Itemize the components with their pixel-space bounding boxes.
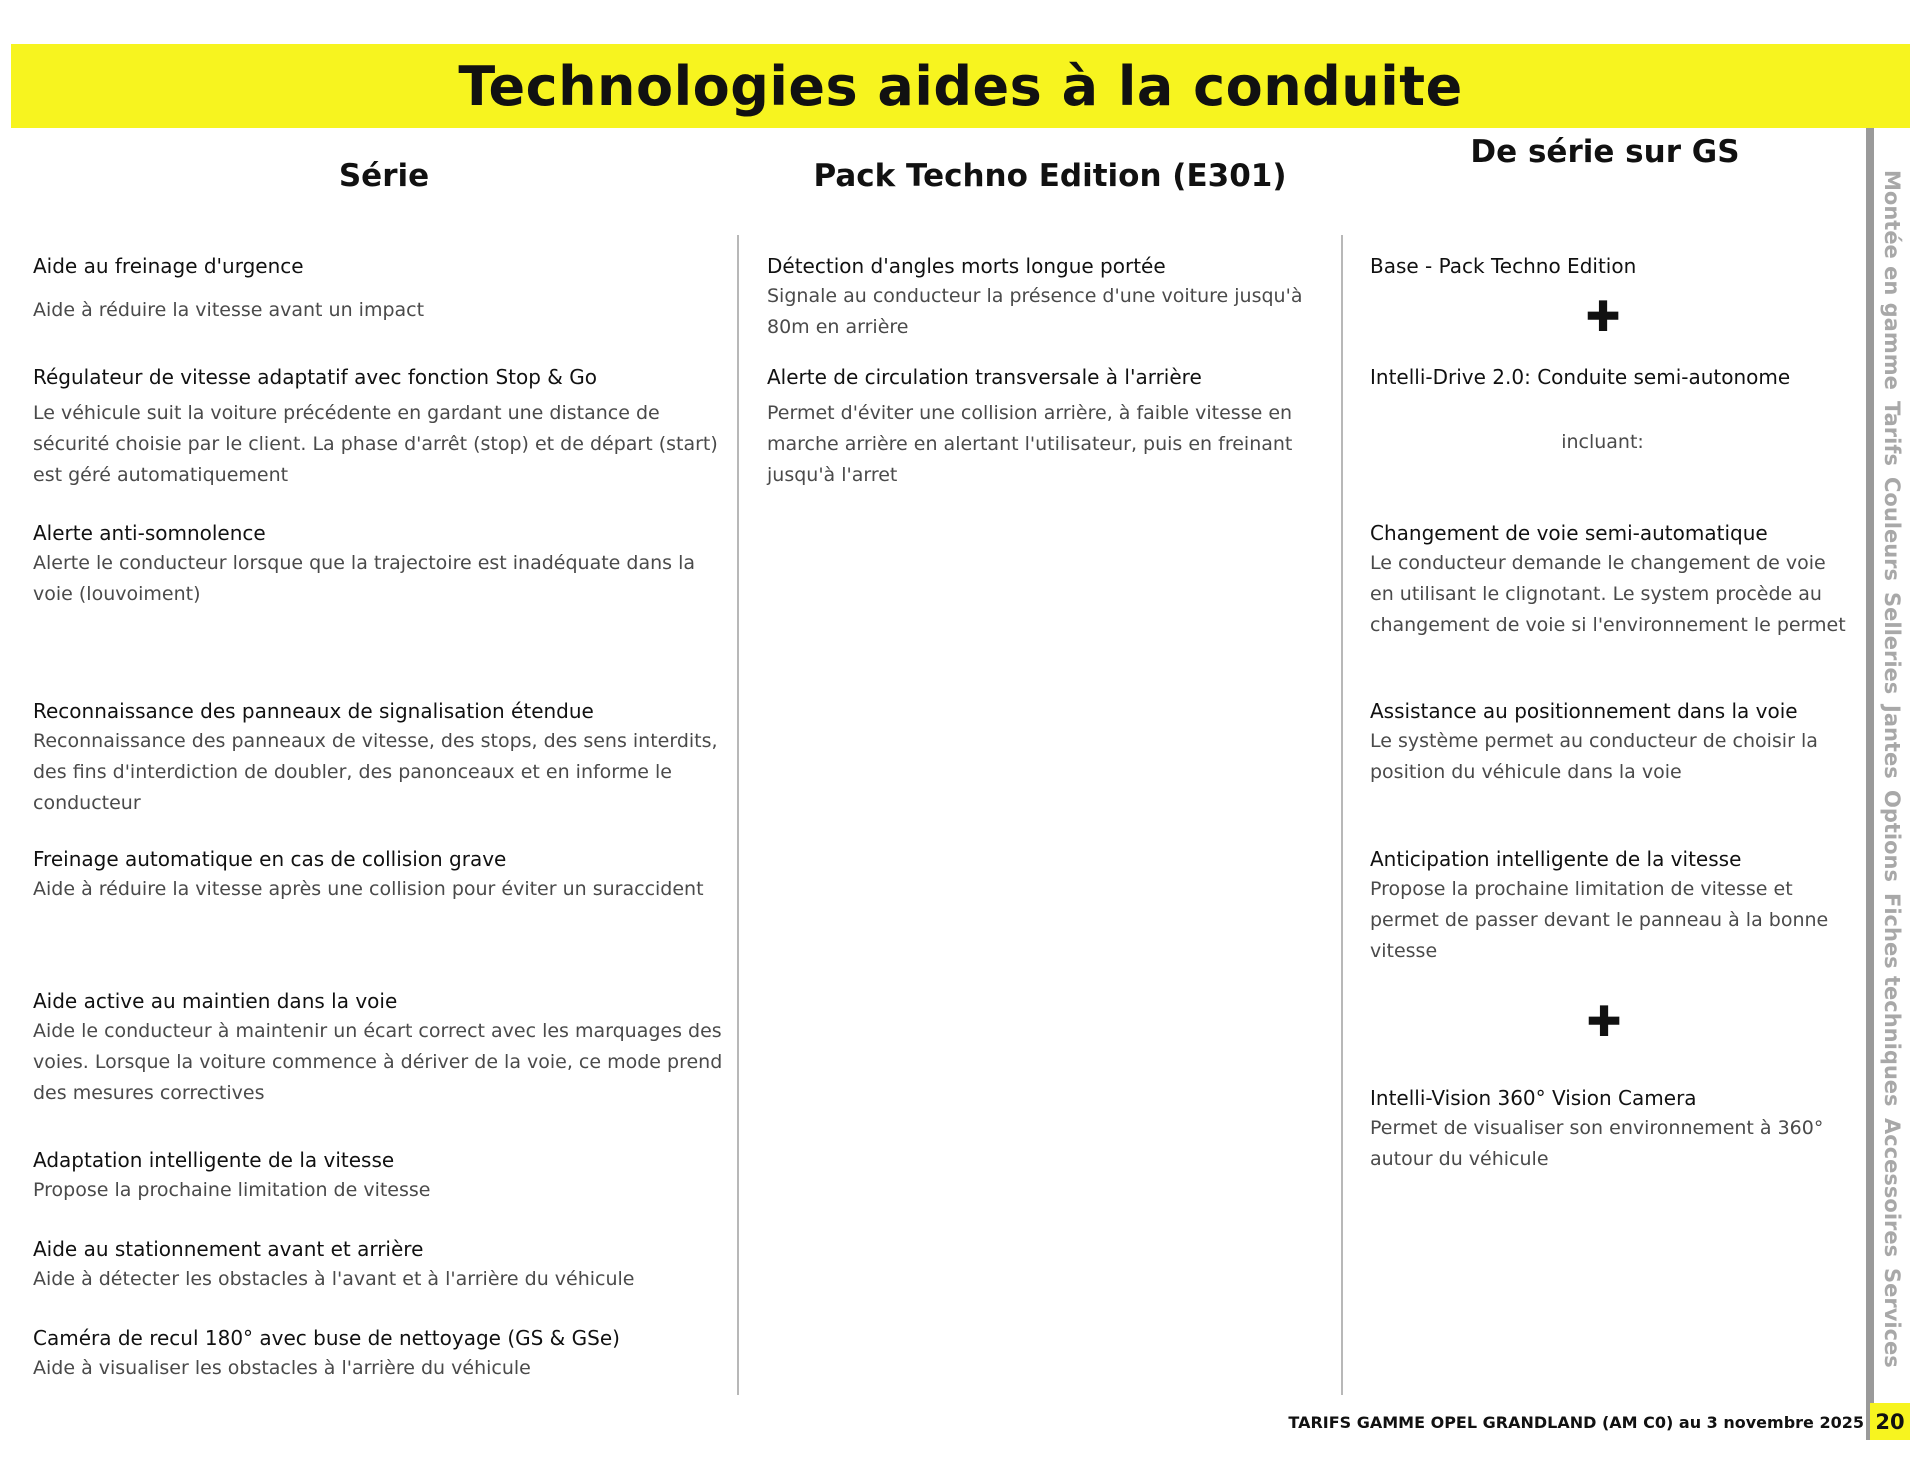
gs-intelli-drive: [1370, 364, 1850, 390]
gs-item: [1370, 1085, 1850, 1175]
item-description: Aide le conducteur à maintenir un écart correct avec les marquages des voies. Lorsque la voiture commence à dériver de la voie, ce mode prend des mesures correctives: [33, 1020, 723, 1104]
nav-tab-tarifs[interactable]: Tarifs: [1880, 400, 1904, 466]
heading-pack-techno: Pack Techno Edition (E301): [813, 158, 1287, 194]
item-title: Aide au stationnement avant et arrière: [33, 1237, 424, 1261]
item-description: Le véhicule suit la voiture précédente en gardant une distance de sécurité choisie par le client. La phase d'arrêt (stop) et de départ (start) est géré automatiquement: [33, 402, 718, 486]
item-description: Permet de visualiser son environnement à 360° autour du véhicule: [1370, 1117, 1824, 1170]
serie-item: [33, 698, 733, 819]
item-description: Propose la prochaine limitation de vitesse et permet de passer devant le panneau à la bonne vitesse: [1370, 878, 1829, 962]
gs-base: [1370, 253, 1850, 279]
nav-tab-selleries[interactable]: Selleries: [1880, 592, 1904, 695]
intelli-drive-label: Intelli-Drive 2.0: Conduite semi-autonome: [1370, 365, 1791, 389]
item-title: Assistance au positionnement dans la voie: [1370, 699, 1798, 723]
heading-serie: Série: [338, 158, 430, 194]
item-title: Adaptation intelligente de la vitesse: [33, 1148, 395, 1172]
plus-icon: ✚: [1586, 997, 1622, 1046]
item-title: Reconnaissance des panneaux de signalisation étendue: [33, 699, 594, 723]
item-description: Reconnaissance des panneaux de vitesse, des stops, des sens interdits, des fins d'interdiction de doubler, des panonceaux et en informe le conducteur: [33, 730, 718, 814]
item-title: Changement de voie semi-automatique: [1370, 521, 1768, 545]
serie-item: [33, 253, 733, 326]
nav-tab-options[interactable]: Options: [1880, 790, 1904, 883]
nav-tab-accessoires[interactable]: Accessoires: [1880, 1117, 1904, 1258]
serie-item: [33, 1325, 733, 1384]
item-title: Caméra de recul 180° avec buse de nettoyage (GS & GSe): [33, 1326, 620, 1350]
plus-icon: ✚: [1585, 292, 1621, 341]
nav-tab-jantes[interactable]: Jantes: [1880, 705, 1904, 780]
serie-item: [33, 846, 733, 905]
item-title: Détection d'angles morts longue portée: [767, 254, 1166, 278]
item-title: Freinage automatique en cas de collision grave: [33, 847, 507, 871]
serie-item: [33, 988, 738, 1109]
column-divider: [737, 235, 739, 1395]
nav-tab-couleurs[interactable]: Couleurs: [1880, 476, 1904, 581]
pack-item: [767, 364, 1327, 491]
serie-item: [33, 364, 733, 491]
item-description: Propose la prochaine limitation de vitesse: [33, 1179, 431, 1201]
gs-base-label: Base - Pack Techno Edition: [1370, 254, 1637, 278]
nav-tab-fiches-techniques[interactable]: Fiches techniques: [1880, 893, 1904, 1107]
serie-item: [33, 1236, 733, 1295]
item-title: Aide au freinage d'urgence: [33, 254, 304, 278]
nav-tab-services[interactable]: Services: [1880, 1268, 1904, 1368]
column-divider: [1341, 235, 1343, 1395]
serie-item: [33, 520, 733, 610]
item-description: Le système permet au conducteur de choisir la position du véhicule dans la voie: [1370, 730, 1818, 783]
footer-text: TARIFS GAMME OPEL GRANDLAND (AM C0) au 3 novembre 2025: [1288, 1413, 1864, 1432]
item-description: Signale au conducteur la présence d'une voiture jusqu'à 80m en arrière: [767, 285, 1303, 338]
gs-item: [1370, 520, 1850, 641]
item-description: Aide à réduire la vitesse avant un impact: [33, 299, 425, 321]
page-number: 20: [1870, 1403, 1910, 1440]
item-title: Régulateur de vitesse adaptatif avec fonction Stop & Go: [33, 365, 597, 389]
item-description: Aide à réduire la vitesse après une collision pour éviter un suraccident: [33, 878, 704, 900]
title-banner: [11, 44, 1910, 128]
item-description: Aide à détecter les obstacles à l'avant et à l'arrière du véhicule: [33, 1268, 635, 1290]
item-title: Anticipation intelligente de la vitesse: [1370, 847, 1742, 871]
item-title: Alerte de circulation transversale à l'arrière: [767, 365, 1202, 389]
item-title: Aide active au maintien dans la voie: [33, 989, 398, 1013]
nav-tab-montee-en-gamme[interactable]: Montée en gamme: [1880, 170, 1904, 390]
item-title: Alerte anti-somnolence: [33, 521, 266, 545]
item-title: Intelli-Vision 360° Vision Camera: [1370, 1086, 1697, 1110]
serie-item: [33, 1147, 733, 1206]
item-description: Aide à visualiser les obstacles à l'arrière du véhicule: [33, 1357, 531, 1379]
item-description: Le conducteur demande le changement de voie en utilisant le clignotant. Le system procède au changement de voie si l'environnement le permet: [1370, 552, 1846, 636]
gs-item: [1370, 846, 1850, 967]
heading-serie-gs: De série sur GS: [1470, 134, 1740, 170]
side-nav: [1872, 128, 1912, 1368]
gs-item: [1370, 698, 1850, 788]
item-description: Permet d'éviter une collision arrière, à faible vitesse en marche arrière en alertant l'utilisateur, puis en freinant jusqu'à l'arret: [767, 402, 1293, 486]
page-title: Technologies aides à la conduite: [458, 54, 1463, 118]
including-label: incluant:: [1561, 431, 1644, 453]
pack-item: [767, 253, 1327, 343]
item-description: Alerte le conducteur lorsque que la trajectoire est inadéquate dans la voie (louvoiment): [33, 552, 696, 605]
